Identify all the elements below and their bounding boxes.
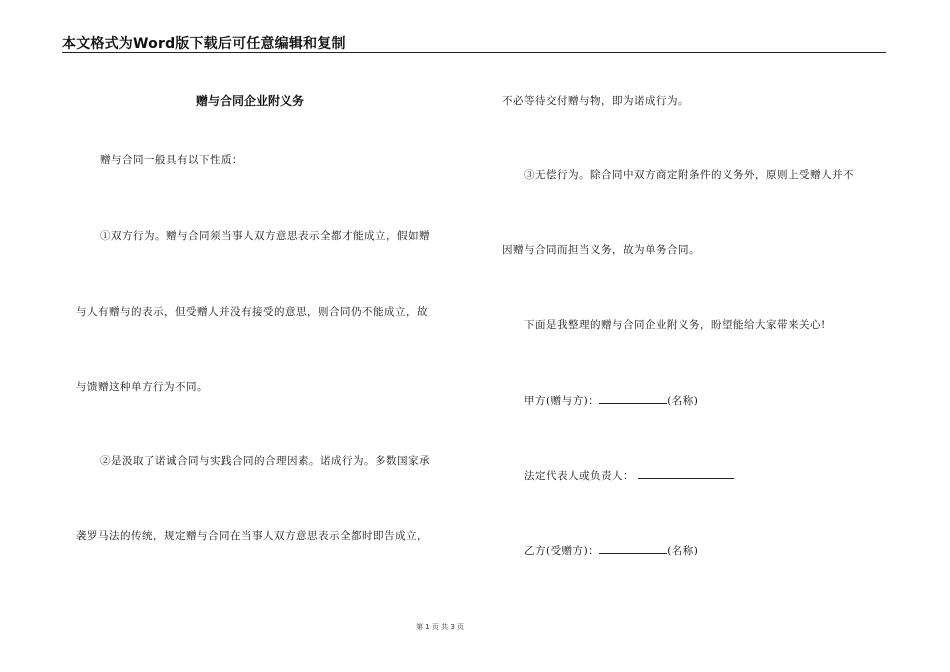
paragraph-line: ③无偿行为。除合同中双方商定附条件的义务外，原则上受赠人并不	[524, 169, 854, 181]
party-a-blank	[599, 392, 667, 404]
party-a-label: 甲方(赠与方)：	[524, 395, 600, 407]
legal-rep-label: 法定代表人或负责人：	[524, 470, 634, 482]
paragraph-line: 因赠与合同而担当义务，故为单务合同。	[502, 244, 700, 256]
paragraph-line: ②是汲取了诺诚合同与实践合同的合理因素。诺成行为。多数国家承	[100, 455, 430, 467]
party-b-suffix: (名称)	[667, 545, 699, 557]
paragraph-line: 赠与合同一般具有以下性质：	[100, 154, 243, 166]
paragraph-line: 袭罗马法的传统，规定赠与合同在当事人双方意思表示全都时即告成立，	[76, 530, 428, 542]
party-b-label: 乙方(受赠方)：	[524, 545, 600, 557]
paragraph-line: 不必等待交付赠与物，即为诺成行为。	[502, 95, 689, 107]
paragraph-line: ①双方行为。赠与合同须当事人双方意思表示全都才能成立，假如赠	[100, 230, 430, 242]
party-b-field	[524, 542, 698, 558]
party-a-suffix: (名称)	[667, 395, 699, 407]
legal-rep-field	[524, 467, 734, 483]
paragraph-line: 与人有赠与的表示，但受赠人并没有接受的意思，则合同仍不能成立，故	[76, 306, 428, 318]
page-number: 第 1 页 共 3 页	[415, 623, 465, 631]
party-b-blank	[599, 542, 667, 554]
page-header-title: 本文格式为Word版下载后可任意编辑和复制	[62, 36, 346, 52]
document-title: 赠与合同企业附义务	[196, 94, 305, 108]
header-divider	[62, 52, 886, 53]
party-a-field	[524, 392, 698, 408]
paragraph-line: 与馈赠这种单方行为不同。	[76, 381, 208, 393]
paragraph-line: 下面是我整理的赠与合同企业附义务，盼望能给大家带来关心!	[524, 319, 826, 331]
legal-rep-blank	[638, 467, 734, 479]
